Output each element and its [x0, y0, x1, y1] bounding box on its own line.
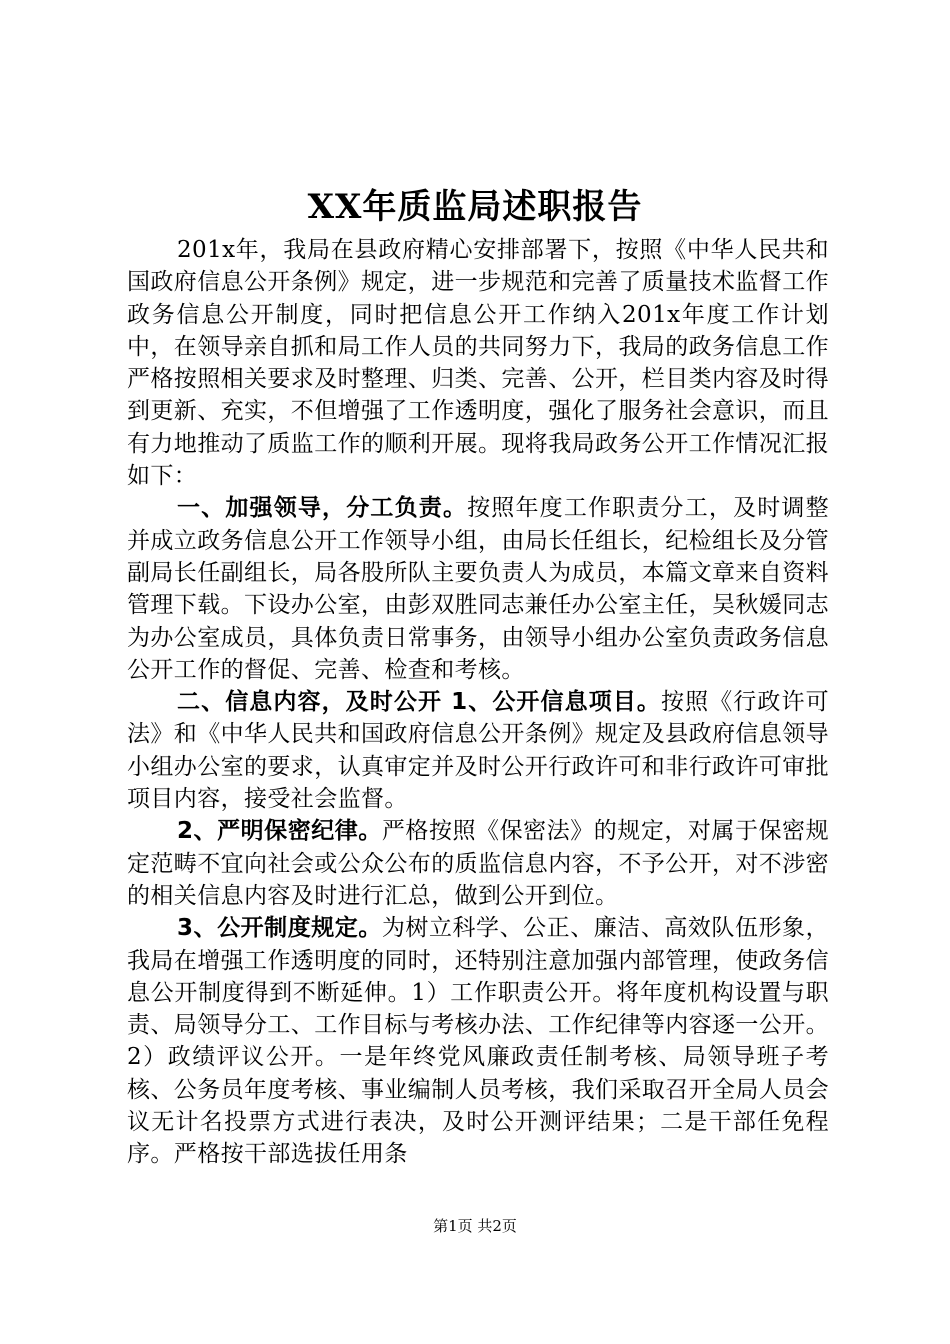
page-footer: 第1页 共2页	[433, 1217, 517, 1235]
paragraph-intro	[127, 234, 829, 492]
document-body	[127, 234, 829, 1171]
paragraph-section-1	[127, 492, 829, 686]
paragraph-item-2	[127, 815, 829, 912]
section-heading: 2、严明保密纪律。	[177, 818, 382, 845]
paragraph-item-3	[127, 912, 829, 1170]
section-heading: 一、加强领导，分工负责。	[177, 495, 468, 522]
paragraph-section-2	[127, 686, 829, 815]
paragraph-text: 严格按照《保密法》的规定，对属于保密规定范畴不宜向社会或公众公布的质监信息内容，不予公开，对不涉密的相关信息内容及时进行汇总，做到公开到位。	[127, 818, 829, 909]
section-heading: 3、公开制度规定。	[177, 915, 382, 942]
paragraph-text: 201x年，我局在县政府精心安排部署下，按照《中华人民共和国政府信息公开条例》规定，进一步规范和完善了质量技术监督工作政务信息公开制度，同时把信息公开工作纳入201x年度工作计划中，在领导亲自抓和局工作人员的共同努力下，我局的政务信息工作严格按照相关要求及时整理、归类、完善、公开，栏目类内容及时得到更新、充实，不但增强了工作透明度，强化了服务社会意识，而且有力地推动了质监工作的顺利开展。现将我局政务公开工作情况汇报如下：	[127, 237, 829, 490]
paragraph-text: 按照《行政许可法》和《中华人民共和国政府信息公开条例》规定及县政府信息领导小组办公室的要求，认真审定并及时公开行政许可和非行政许可审批项目内容，接受社会监督。	[127, 689, 829, 813]
paragraph-text: 按照年度工作职责分工，及时调整并成立政务信息公开工作领导小组，由局长任组长，纪检组长及分管副局长任副组长，局各股所队主要负责人为成员，本篇文章来自资料管理下载。下设办公室，由彭双胜同志兼任办公室主任，吴秋媛同志为办公室成员，具体负责日常事务，由领导小组办公室负责政务信息公开工作的督促、完善、检查和考核。	[127, 495, 829, 683]
document-title: XX年质监局述职报告	[307, 187, 643, 227]
paragraph-text: 为树立科学、公正、廉洁、高效队伍形象，我局在增强工作透明度的同时，还特别注意加强内部管理，使政务信息公开制度得到不断延伸。1）工作职责公开。将年度机构设置与职责、局领导分工、工作目标与考核办法、工作纪律等内容逐一公开。2）政绩评议公开。一是年终党风廉政责任制考核、局领导班子考核、公务员年度考核、事业编制人员考核，我们采取召开全局人员会议无计名投票方式进行表决，及时公开测评结果；二是干部任免程序。严格按干部选拔任用条	[127, 915, 829, 1168]
section-heading: 二、信息内容，及时公开 1、公开信息项目。	[177, 689, 662, 716]
